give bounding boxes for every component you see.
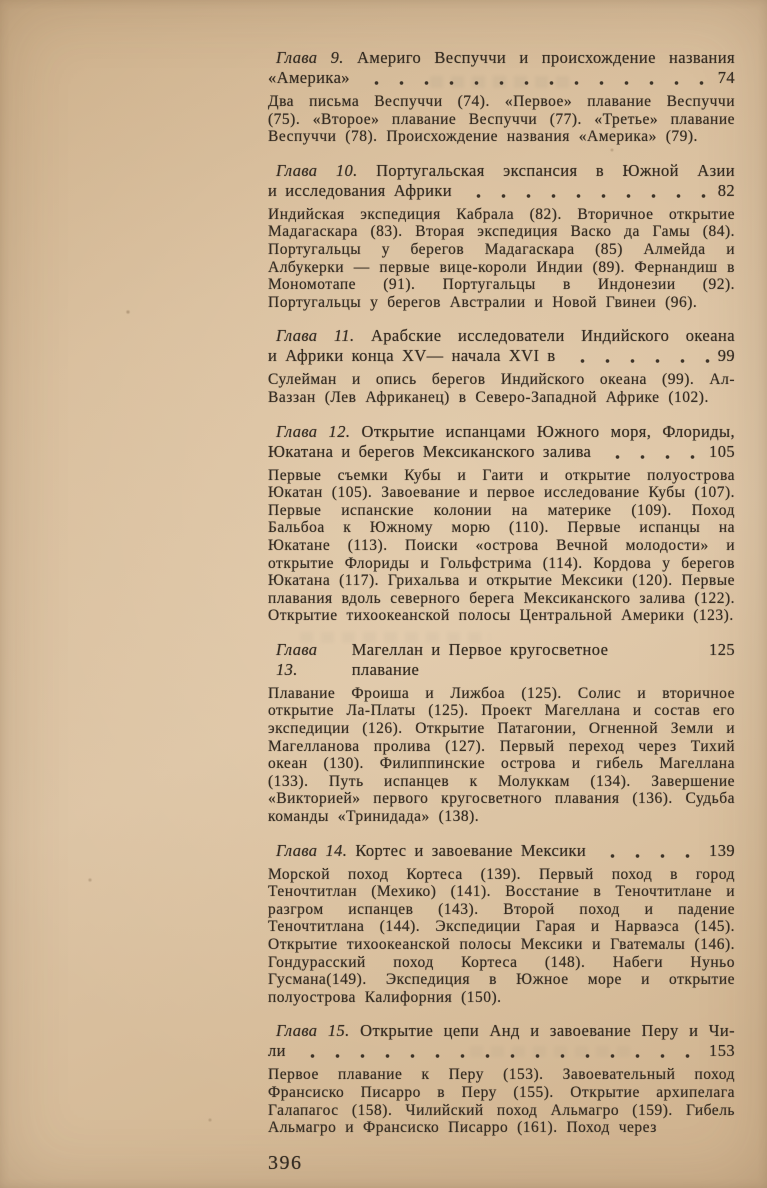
toc-entry bbox=[268, 841, 735, 1007]
chapter-title: Магеллан и Первое кругосветное плавание bbox=[351, 639, 609, 679]
chapter-label: Глава 9. bbox=[276, 48, 344, 67]
chapter-heading bbox=[268, 640, 735, 680]
chapter-heading-line bbox=[268, 161, 735, 181]
chapter-title: Арабские исследователи Индийского океана bbox=[370, 326, 735, 346]
chapter-title: Португальская экспансия в Южной Азии bbox=[376, 160, 736, 180]
dot-leader bbox=[568, 349, 712, 364]
blank-leader bbox=[679, 663, 703, 678]
chapter-heading-line bbox=[268, 422, 735, 442]
toc-entry bbox=[268, 48, 735, 146]
chapter-label: Глава 12. bbox=[276, 421, 351, 441]
page-folio-number: 396 bbox=[268, 1151, 303, 1174]
chapter-heading-line bbox=[268, 1021, 735, 1041]
chapter-title-continuation: и исследования Африки bbox=[268, 180, 452, 200]
chapter-title: Кортес и завоевание Мексики bbox=[355, 840, 587, 860]
chapter-heading-line bbox=[268, 68, 735, 88]
chapter-annotation: Первое плавание к Перу (153). Завоевательный поход Франсиско Писарро в Перу (155). Открытие архипелага Галапагос (158). Чилийский поход Альмагро (159). Гибель Альмагро и Франсиско Писарро (161). Поход через bbox=[268, 1066, 735, 1137]
chapter-page-number: 99 bbox=[717, 346, 735, 366]
chapter-heading bbox=[268, 161, 735, 201]
chapter-label: Глава 14. bbox=[276, 840, 348, 860]
dot-leader bbox=[598, 844, 703, 859]
toc-entry bbox=[268, 422, 735, 625]
chapter-heading bbox=[268, 326, 735, 366]
dot-leader bbox=[603, 445, 703, 460]
chapter-title-continuation: Юкатана и берегов Мексиканского залива bbox=[268, 441, 592, 461]
dot-leader bbox=[362, 71, 712, 86]
chapter-heading bbox=[268, 48, 735, 88]
chapter-heading bbox=[268, 422, 735, 462]
chapter-page-number: 105 bbox=[709, 441, 735, 461]
toc-entry bbox=[268, 1021, 735, 1136]
chapter-annotation: Морской поход Кортеса (139). Первый поход в город Теночтитлан (Мехико) (141). Восстание в Теночтитлане и разгром испанцев (143). Второй поход и падение Теночтитлана (144). Экспедиции Гарая и Нарваэса (145). Открытие тихоокеанской полосы Мексики и Гватемалы (146). Гондурасский поход Кортеса (148). Набеги Нуньо Гусмана(149). Экспедиция в Южное море и открытие полуострова Калифорния (150). bbox=[268, 865, 735, 1006]
chapter-heading bbox=[268, 841, 735, 861]
chapter-page-number: 82 bbox=[717, 180, 735, 200]
chapter-heading-line bbox=[268, 841, 735, 861]
chapter-title: Открытие цепи Анд и завоевание Перу и Чи- bbox=[360, 1021, 735, 1041]
chapter-title-continuation: «Америка» bbox=[268, 68, 350, 87]
chapter-heading bbox=[268, 1021, 735, 1061]
chapter-annotation: Сулейман и опись берегов Индийского океана (99). Ал-Ваззан (Лев Африканец) в Северо-Западной Африке (102). bbox=[268, 371, 735, 406]
chapter-page-number: 125 bbox=[709, 639, 735, 659]
chapter-annotation: Первые съемки Кубы и Гаити и открытие полуострова Юкатан (105). Завоевание и первое исследование Кубы (107). Первые испанские колонии на материке (109). Поход Бальбоа к Южному морю (110). Первые испанцы на Юкатане (113). Поиски «острова Вечной молодости» и открытие Флориды и Гольфстрима (114). Кордова у берегов Юкатана (117). Грихальва и открытие Мексики (120). Первые плавания вдоль северного берега Мексиканского залива (122). Открытие тихоокеанской полосы Центральной Америки (123). bbox=[268, 466, 735, 625]
toc-entry bbox=[268, 326, 735, 406]
dot-leader bbox=[464, 184, 712, 199]
chapter-heading-line bbox=[268, 48, 735, 68]
chapter-label: Глава 15. bbox=[276, 1021, 350, 1041]
chapter-annotation: Плавание Фроиша и Лижбоа (125). Солис и вторичное открытие Ла-Платы (125). Проект Магеллана и состав его экспедиции (126). Открытие Патагонии, Огненной Земли и Магелланова пролива (127). Первый переход через Тихий океан (130). Филиппинские острова и гибель Магеллана (133). Путь испанцев к Молуккам (134). Завершение «Викторией» первого кругосветного плавания (136). Судьба команды «Тринидада» (138). bbox=[268, 684, 735, 826]
toc-entry bbox=[268, 161, 735, 312]
chapter-annotation: Два письма Веспуччи (74). «Первое» плавание Веспуччи (75). «Второе» плавание Веспуччи (77). «Третье» плавание Веспуччи (78). Происхождение названия «Америка» (79). bbox=[268, 93, 735, 146]
chapter-page-number: 153 bbox=[709, 1041, 735, 1061]
chapter-title-continuation: ли bbox=[268, 1041, 286, 1061]
chapter-page-number: 139 bbox=[709, 840, 735, 860]
chapter-label: Глава 13. bbox=[276, 639, 318, 679]
chapter-label: Глава 10. bbox=[276, 160, 358, 180]
chapter-annotation: Индийская экспедиция Кабрала (82). Вторичное открытие Мадагаскара (83). Вторая экспедиция Васко да Гамы (84). Португальцы у берегов Мадагаскара (85) Алмейда и Албукерки — первые вице-короли Индии (89). Фернандиш в Мономотапе (91). Португальцы в Индонезии (92). Португальцы у берегов Австралии и Новой Гвинеи (96). bbox=[268, 205, 735, 311]
chapter-heading-line bbox=[268, 640, 735, 680]
chapter-title-continuation: и Африки конца XV— начала XVI в bbox=[268, 346, 556, 366]
chapter-label: Глава 11. bbox=[276, 326, 355, 346]
chapter-heading-line bbox=[268, 326, 735, 346]
dot-leader bbox=[298, 1044, 703, 1059]
table-of-contents-column bbox=[268, 48, 735, 1175]
chapter-page-number: 74 bbox=[717, 68, 735, 87]
chapter-heading-line bbox=[268, 181, 735, 201]
toc-entry bbox=[268, 640, 735, 826]
chapter-heading-line bbox=[268, 346, 735, 366]
chapter-title: Америго Веспуччи и происхождение названия bbox=[357, 48, 736, 67]
chapter-heading-line bbox=[268, 442, 735, 462]
chapter-heading-line bbox=[268, 1041, 735, 1061]
chapter-title: Открытие испанцами Южного моря, Флориды, bbox=[361, 421, 735, 441]
